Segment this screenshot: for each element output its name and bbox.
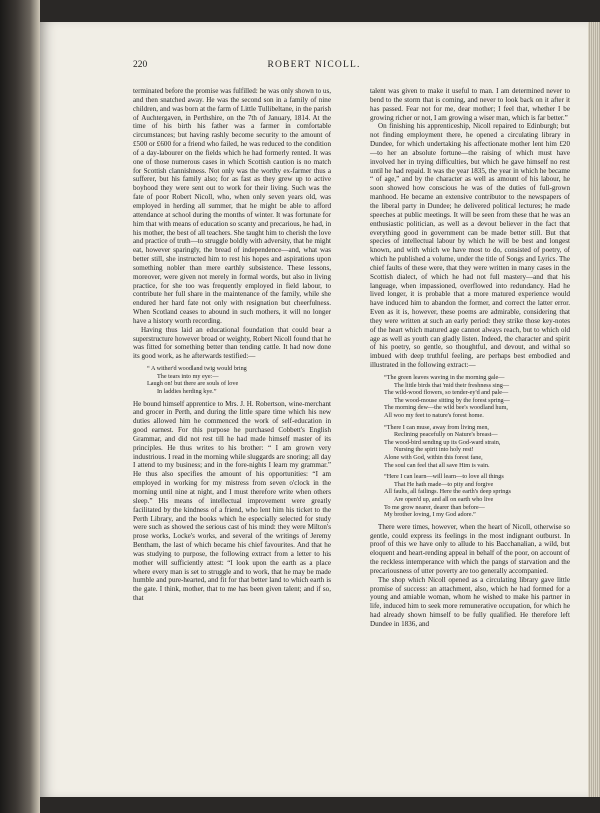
paragraph: On finishing his apprenticeship, Nicoll repaired to Edinburgh; but not finding employment there, he opened a circulating library in Dundee, for which undertaking his affectionate mother lent him £20—to her an absolute fortune—the raising of which must have involved her in trying difficulties, but which he gave himself no rest until he had repaid. It was the year 1835, the year in which he became “ of age,” and by the character as well as amount of his labour, he soon showed how conscious he was of the duties of full-grown manhood. He became an extensive contributor to the newspapers of the liberal party in Dundee; he delivered political lectures; he made speeches at public meetings. It will be seen from these that he was an enthusiastic politician, as well as a devout believer in the fact that everything good in government can be made better still. But that species of intellectual labour by which he will be best and longest known, and with which we have most to do, consisted of poetry, of which he published a volume, under the title of Songs and Lyrics. The chief faults of these were, that they were written in many cases in the Scottish dialect, of which he had not full mastery—and that his language, when impassioned, overflowed into redundancy. Had he lived longer, it is probable that a more matured experience would have induced him to abandon the former, and correct the latter error. Even as it is, however, these poems are admirable, considering that they were written at such an early period: they strike those key-notes of the heart which matured age cannot always reach, but to which old age as well as youth can gladly listen. Indeed, the character and spirit of his poetry, so gentle, so thoughtful, and devout, and withal so imbued with deep truthful feeling, are perhaps best embodied and illustrated in the following extract:— [370, 122, 570, 370]
book-binding [0, 0, 40, 813]
verse-quote [384, 374, 570, 519]
paragraph: talent was given to make it useful to man. I am determined never to bend to the storm that is coming, and never to look back on it after it has passed. Fear not for me, dear mother; I feel that, whether I be growing richer or not, I am growing a wiser man, which is far better.” [370, 87, 570, 122]
verse-line: “Here I can learn—will learn—to love all things [384, 473, 504, 481]
verse-line: To me grow nearer, dearer than before— [384, 503, 485, 511]
page-number: 220 [133, 60, 148, 70]
verse-line: All woo my feet to nature's forest home. [384, 411, 484, 419]
verse-line: “There I can muse, away from living men, [384, 423, 489, 431]
paragraph: There were times, however, when the heart of Nicoll, otherwise so gentle, could express its feelings in the most indignant outburst. In proof of this we have only to allude to his Bacchanalian, a wild, but eloquent and heart-rending appeal in behalf of the poor, on account of the reckless intemperance with which the pangs of starvation and the precariousness of utter poverty are too generally accompanied. [370, 522, 570, 575]
verse-line: The morning dew—the wild bee's woodland hum, [384, 404, 508, 412]
verse-line: Reclining peacefully on Nature's breast— [394, 431, 498, 439]
verse-line: “ A wither'd woodland twig would bring [147, 365, 247, 373]
verse-line: Alone with God, within this forest fane, [384, 453, 483, 461]
verse-line: The wild-wood flowers, so tender-ey'd and pale— [384, 389, 509, 397]
paragraph: Having thus laid an educational foundation that could bear a superstructure however broad or weighty, Robert Nicoll found that he was fitted for something better than tending cattle. It had now done its good work, as he afterwards testified:— [133, 325, 331, 361]
verse-line: Laugh on! but there are souls of love [147, 380, 239, 388]
verse-line: In laddies herding kye.” [157, 387, 217, 395]
verse-line: “The green leaves waving in the morning gale— [384, 374, 505, 381]
verse-line: The little birds that 'mid their freshness sing— [394, 381, 510, 389]
paragraph: The shop which Nicoll opened as a circulating library gave little promise of success: an attachment, also, which he had formed for a young and amiable woman, whom he wished to make his partner in life, induced him to seek more remunerative occupation, for which he had already shown himself to be fully qualified. He therefore left Dundee in 1836, and [370, 575, 570, 628]
running-head: ROBERT NICOLL. [267, 60, 361, 70]
verse-line: The soul can feel that all save Him is vain. [384, 461, 490, 469]
verse-line: Nursing the spirit into holy rest! [394, 446, 474, 454]
page-edge [588, 22, 600, 797]
left-column [133, 87, 331, 603]
page-header [40, 60, 588, 74]
verse-quote [147, 365, 331, 395]
verse-line: The tears into my eye:— [157, 372, 219, 380]
right-column [370, 87, 570, 629]
paragraph: He bound himself apprentice to Mrs. J. H. Robertson, wine-merchant and grocer in Perth, and during the little spare time which his new duties allowed him he commenced the work of self-education in good earnest. For this purpose he purchased Cobbett's English Grammar, and did not rest till he had made himself master of its principles. He thus writes to his brother: “ I am grown very industrious. I read in the morning while sluggards are snoring; all day I attend to my business; and in the fore-nights I learn my grammar.” He thus also specifies the amount of his opportunities: “I am employed in working for my mistress from seven o'clock in the morning until nine at night, and I must therefore write when others sleep.” His means of intellectual improvement were greatly facilitated by the kindness of a friend, who lent him his ticket to the Perth Library, and the books which he especially selected for study were such as showed the serious cast of his mind: they were Milton's prose works, Locke's works, and several of the writings of Jeremy Bentham, the last of which became his chief favourites. And that he was studying to purpose, the following extract from a letter to his mother will sufficiently attest: “I look upon the earth as a place where every man is set to struggle and to work, that he may be made humble and pure-hearted, and fit for that better land to which earth is the gate. I think, mother, that to me has been given talent; and if so, that [133, 399, 331, 603]
verse-line: That He hath made—to pity and forgive [394, 480, 494, 488]
paragraph: terminated before the promise was fulfilled: he was only shown to us, and then snatched away. He was the second son in a family of nine children, and was born at the farm of Little Tullibeltane, in the parish of Auchtergaven, in Perthshire, on the 7th of January, 1814. At the time of his birth his father was a farmer in comfortable circumstances; but having rashly become security to the amount of £500 or £600 for a friend who failed, he was reduced to the condition of a day-labourer on the fields which he had formerly rented. It was one of those numerous cases in which Scottish caution is no match for Scottish clannishness. Not only was the worthy ex-farmer thus a sufferer, but his family also; for as fast as they grew up to active boyhood they were sent out to work for their living. Such was the fate of poor Robert Nicoll, who, when only seven years old, was employed in herding all summer, that he might be able to afford attendance at school during the months of winter. It was fortunate for him that with means of education so scanty and precarious, he had, in his mother, the best of all teachers. She taught him to cherish the love and practice of truth—to struggle boldly with adversity, that he might eat, however sparingly, the bread of independence—and, what was better still, she instructed him to rest his hopes and aspirations upon something nobler than mere earthly subsistence. These lessons, moreover, were given not merely in formal words, but also in living practice, for she too was frequently employed in field labour, to contribute her full share in the maintenance of the family, while she endured her hard fate not only with resignation but cheerfulness. When Scotland ceases to abound in such mothers, it will no longer have a history worth recording. [133, 87, 331, 325]
verse-line: The wood-bird sending up its God-ward strain, [384, 438, 501, 446]
book-page [40, 22, 588, 797]
verse-line: Are open'd up, and all on earth who live [394, 495, 494, 503]
verse-line: The wood-mouse sitting by the forest spring— [394, 396, 510, 404]
verse-line: All faults, all failings. Here the earth's deep springs [384, 488, 511, 496]
verse-line: My brother loving, I my God adore.” [384, 511, 476, 519]
